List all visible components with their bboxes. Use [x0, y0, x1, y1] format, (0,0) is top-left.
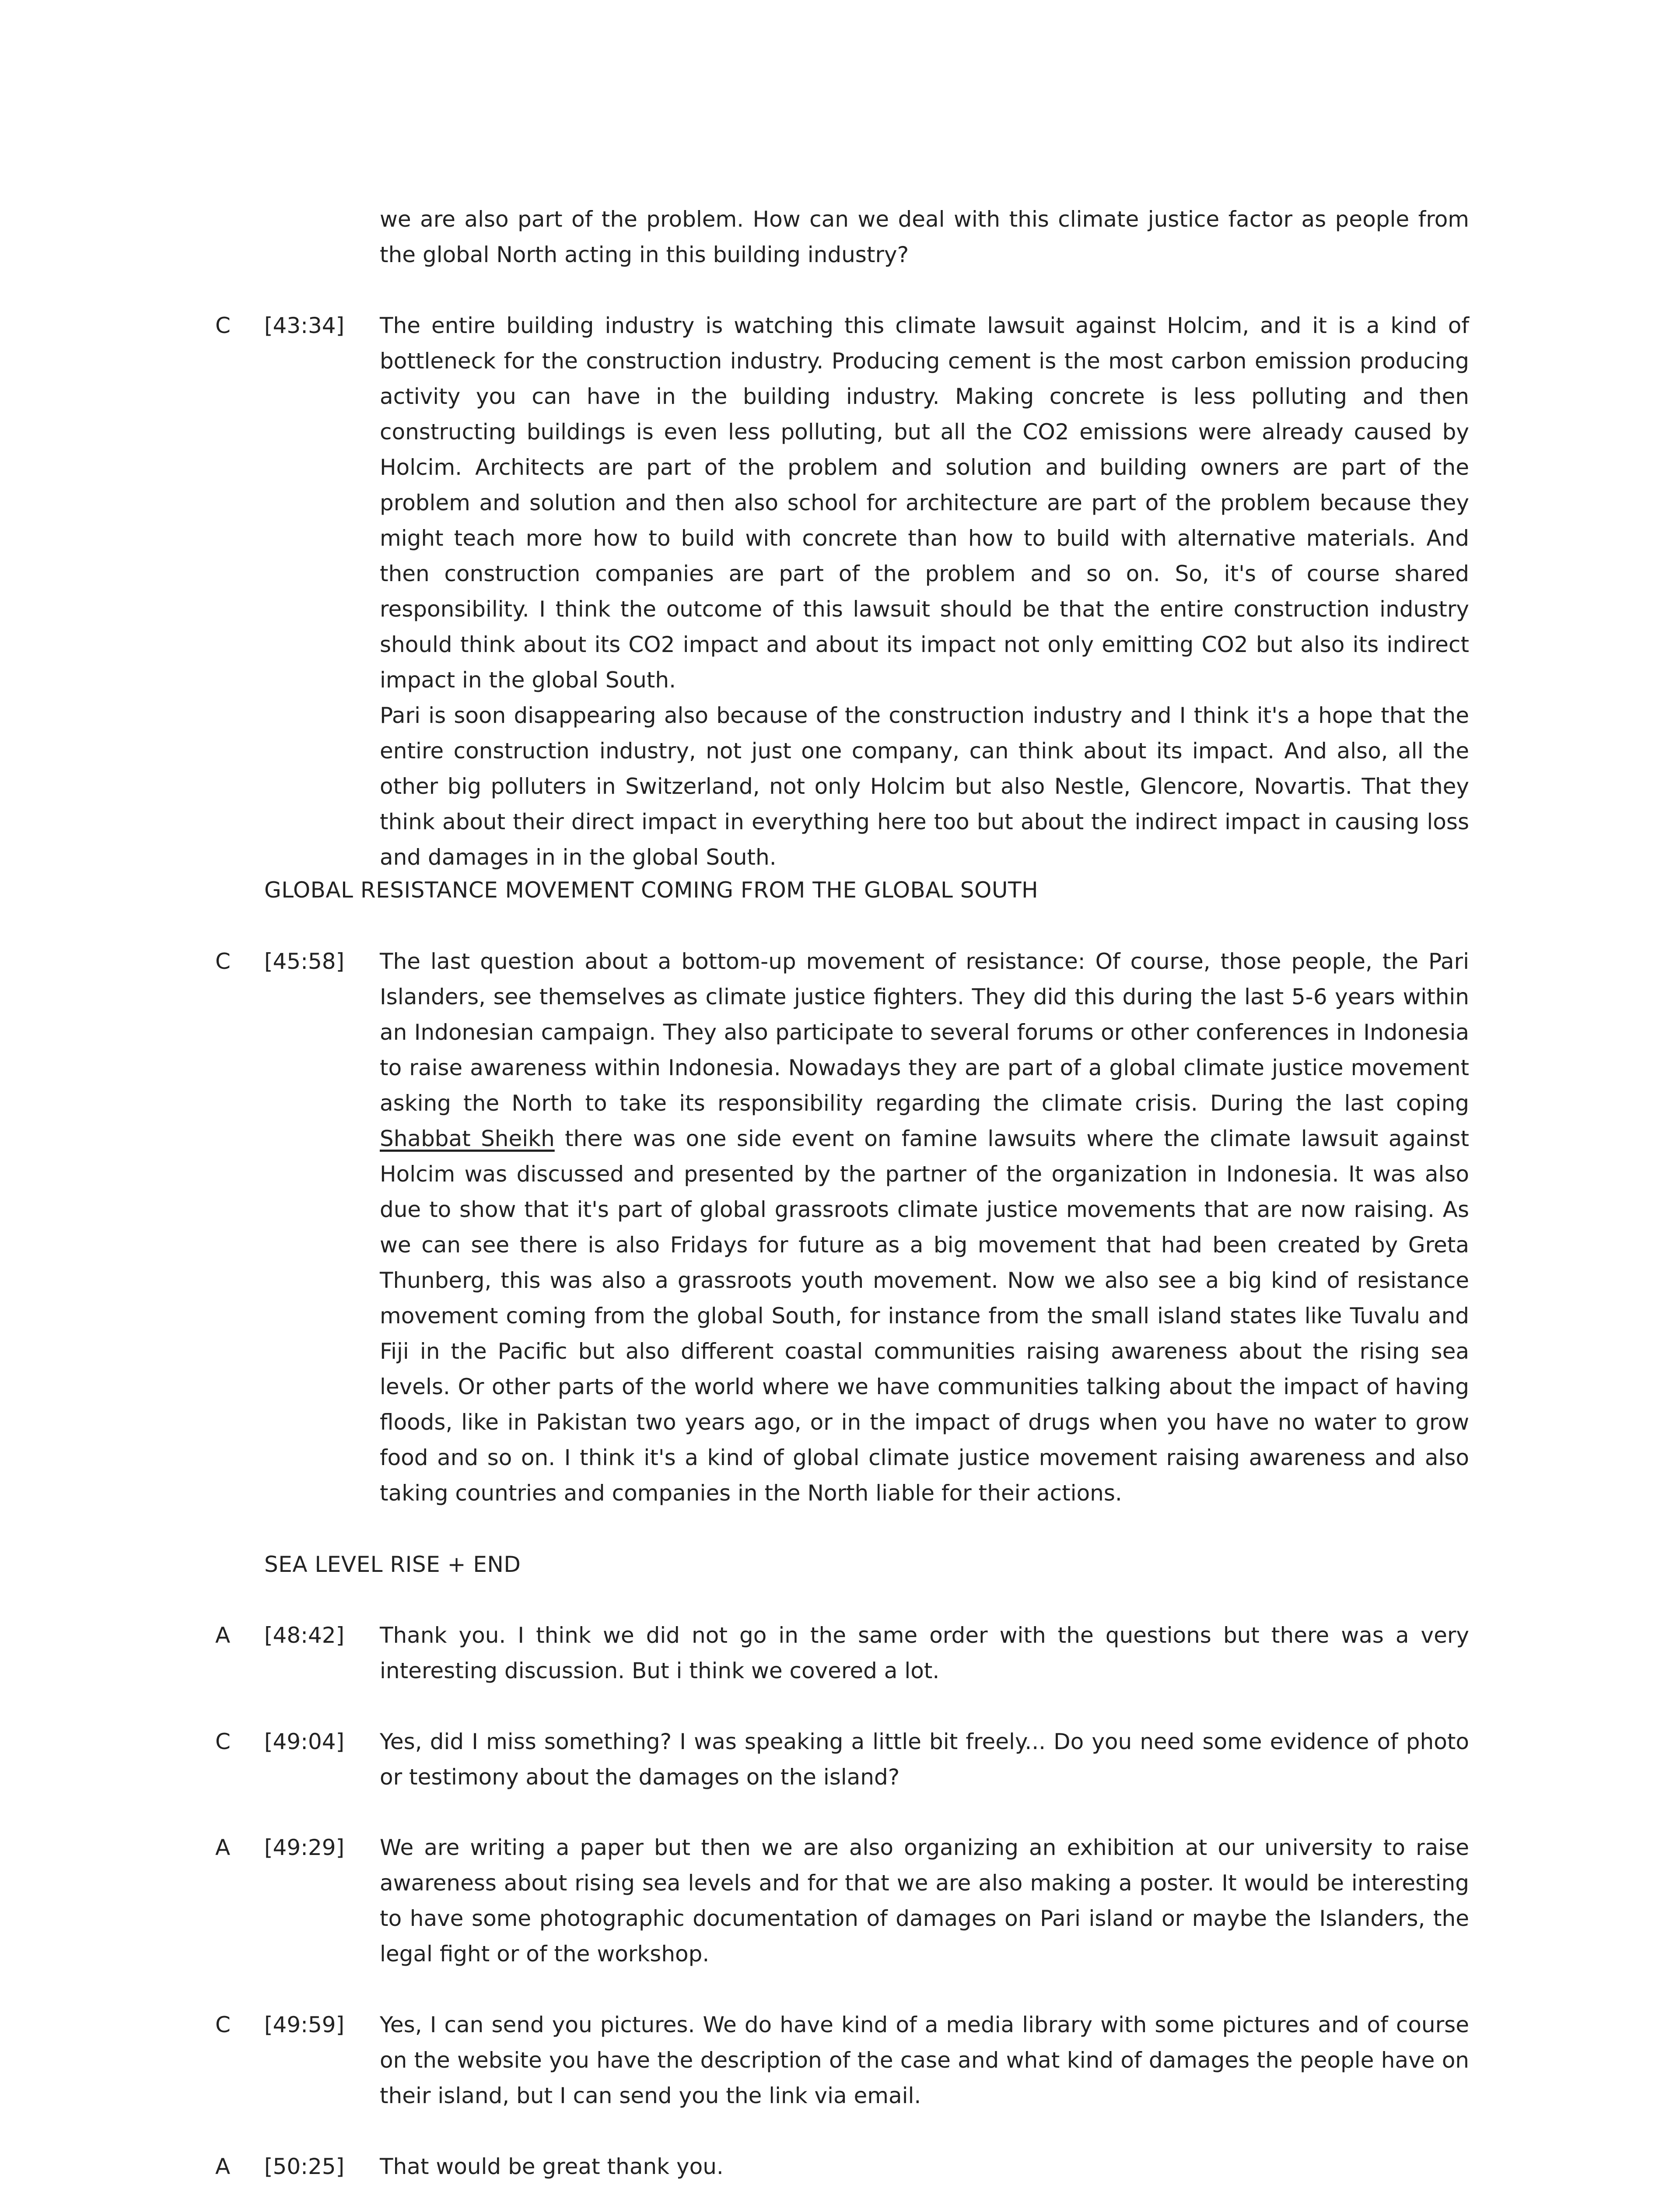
timestamp: [45:58] [264, 949, 345, 974]
timestamp: [49:29] [264, 1835, 345, 1860]
entry-text-before: The last question about a bottom-up movement of resistance: Of course, those people, the Pari Islanders, see themselves as climate justice fighters. They did this during the last 5-6 years within an Indonesian campaign. They also participate to several forums or other conferences in Indonesia to raise awareness within Indonesia. Nowadays they are part of a global climate justice movement asking the North to take its responsibility regarding the climate crisis. During the last coping [380, 949, 1469, 1116]
continuation-text: we are also part of the problem. How can we deal with this climate justice factor as people from the global North acting in this building industry? [380, 207, 1469, 267]
speaker-label: A [215, 1835, 231, 1860]
timestamp: [49:59] [264, 2012, 345, 2037]
entry-text: Yes, did I miss something? I was speaking a little bit freely... Do you need some evidence of photo or testimony about the damages on the island? [380, 1729, 1469, 1790]
entry-text [380, 308, 1469, 875]
entry-text: Yes, I can send you pictures. We do have kind of a media library with some pictures and of course on the website you have the description of the case and what kind of damages the people have on their island, but I can send you the link via email. [380, 2012, 1469, 2108]
speaker-label: A [215, 1623, 231, 1648]
entry-paragraph-1: The entire building industry is watching this climate lawsuit against Holcim, and it is a kind of bottleneck for the construction industry. Producing cement is the most carbon emission producing activity you can have in the building industry. Making concrete is less polluting and then constructing buildings is even less polluting, but all the CO2 emissions were already caused by Holcim. Architects are part of the problem and solution and building owners are part of the problem and solution and then also school for architecture are part of the problem because they might teach more how to build with concrete than how to build with alternative materials. And then construction companies are part of the problem and so on. So, it's of course shared responsibility. I think the outcome of this lawsuit should be that the entire construction industry should think about its CO2 impact and about its impact not only emitting CO2 but also its indirect impact in the global South. [380, 313, 1469, 693]
timestamp: [43:34] [264, 313, 345, 338]
section-heading-sea-level-rise: SEA LEVEL RISE + END [264, 1552, 521, 1577]
entry-text: Thank you. I think we did not go in the same order with the questions but there was a very interesting discussion. But i think we covered a lot. [380, 1623, 1469, 1683]
entry-text [380, 944, 1469, 1511]
timestamp: [49:04] [264, 1729, 345, 1754]
entry-text-after: there was one side event on famine lawsuits where the climate lawsuit against Holcim was discussed and presented by the partner of the organization in Indonesia. It was also due to show that it's part of global grassroots climate justice movements that are now raising. As we can see there is also Fridays for future as a big movement that had been created by Greta Thunberg, this was also a grassroots youth movement. Now we also see a big kind of resistance movement coming from the global South, for instance from the small island states like Tuvalu and Fiji in the Pacific but also different coastal communities raising awareness about the rising sea levels. Or other parts of the world where we have communities talking about the impact of having floods, like in Pakistan two years ago, or in the impact of drugs when you have no water to grow food and so on. I think it's a kind of global climate justice movement raising awareness and also taking countries and companies in the North liable for their actions. [380, 1126, 1469, 1506]
underlined-phrase: Shabbat Sheikh [380, 1126, 555, 1151]
entry-paragraph-2: Pari is soon disappearing also because of the construction industry and I think it's a hope that the entire construction industry, not just one company, can think about its impact. And also, all the other big polluters in Switzerland, not only Holcim but also Nestle, Glencore, Novartis. That they think about their direct impact in everything here too but about the indirect impact in causing loss and damages in in the global South. [380, 703, 1469, 870]
speaker-label: C [215, 949, 231, 974]
speaker-label: C [215, 1729, 231, 1754]
entry-text: We are writing a paper but then we are also organizing an exhibition at our university to raise awareness about rising sea levels and for that we are also making a poster. It would be interesting to have some photographic documentation of damages on Pari island or maybe the Islanders, the legal fight or of the workshop. [380, 1835, 1469, 1967]
speaker-label: C [215, 2012, 231, 2037]
section-heading-global-resistance: GLOBAL RESISTANCE MOVEMENT COMING FROM THE GLOBAL SOUTH [264, 877, 1039, 903]
speaker-label: A [215, 2154, 231, 2179]
entry-text: That would be great thank you. [380, 2154, 724, 2179]
timestamp: [50:25] [264, 2154, 345, 2179]
speaker-label: C [215, 313, 231, 338]
timestamp: [48:42] [264, 1623, 345, 1648]
